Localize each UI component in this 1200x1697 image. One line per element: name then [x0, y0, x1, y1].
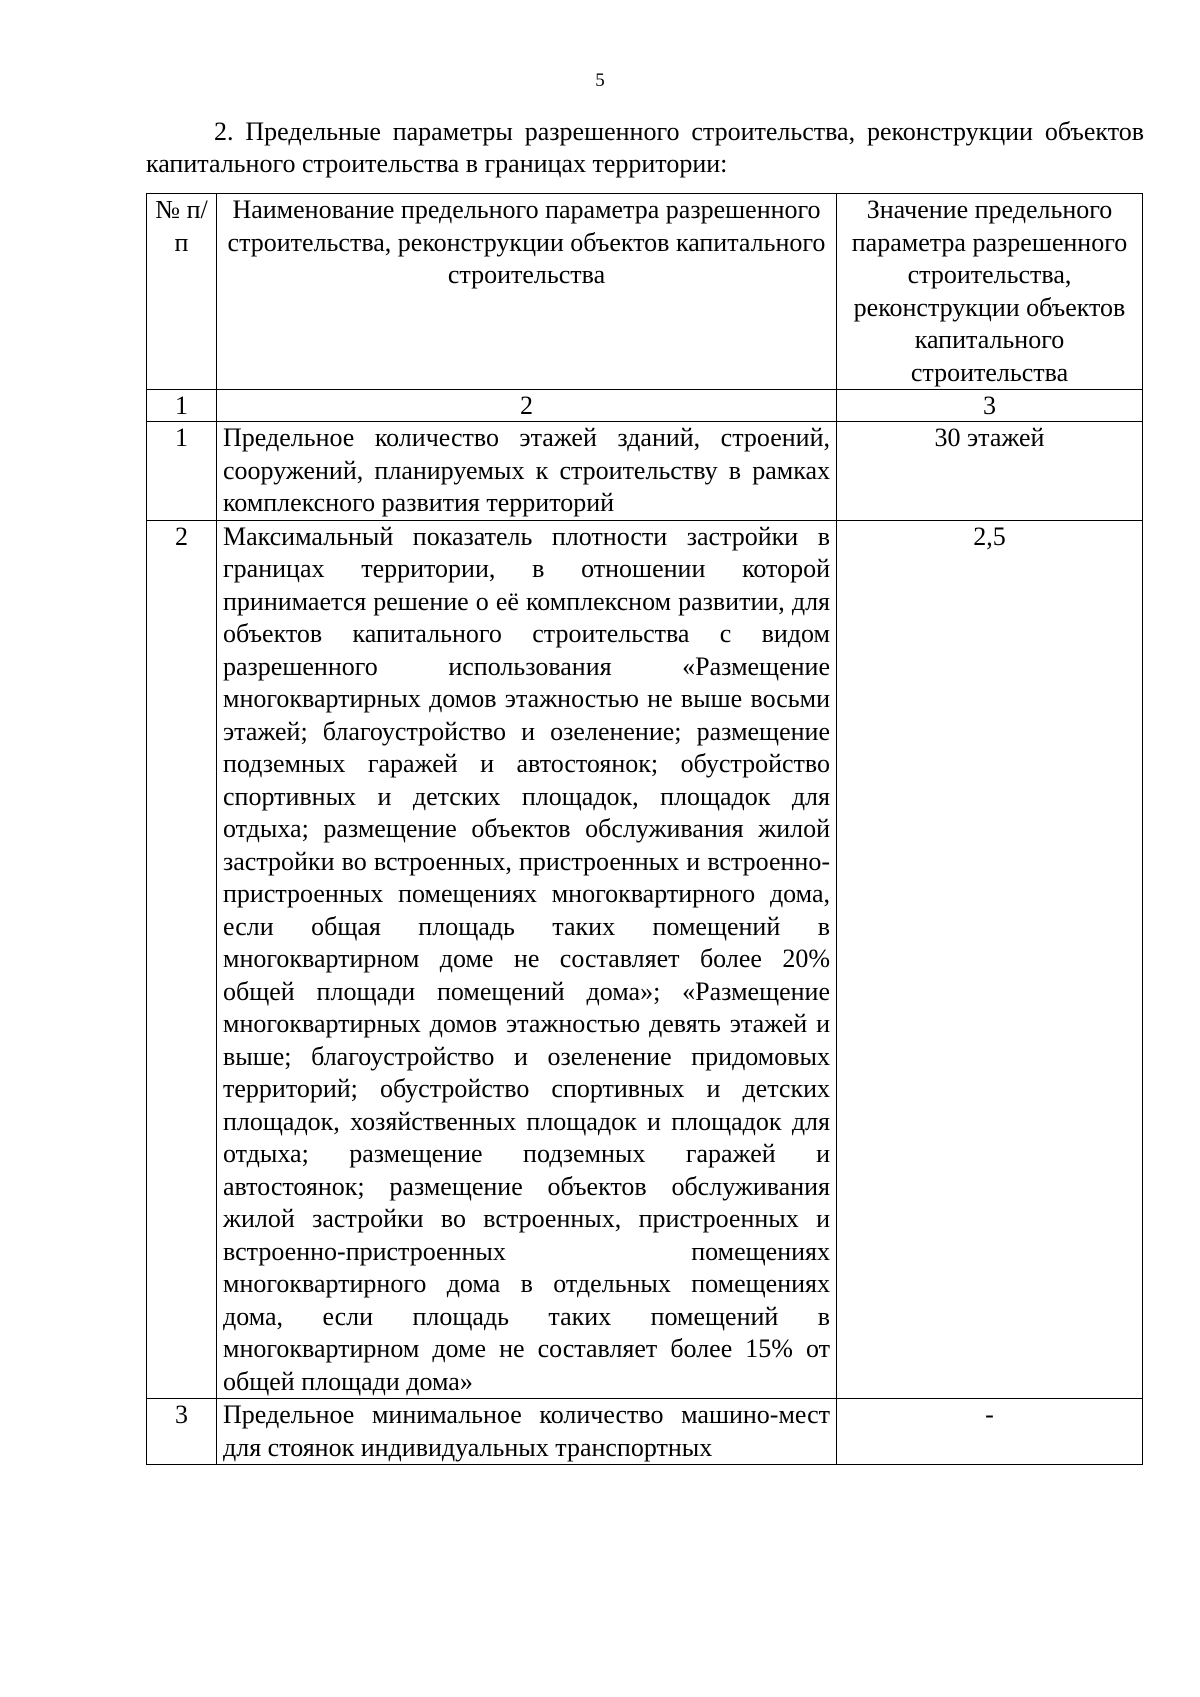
row-parameter-value-cell: 2,5 — [837, 520, 1143, 1399]
column-numbers-row — [147, 390, 1143, 422]
page-number: 5 — [595, 70, 605, 91]
row-parameter-value-cell: - — [837, 1399, 1143, 1465]
section-heading: 2. Предельные параметры разрешенного строительства, реконструкции объектов капитального строительства в границах территории: — [146, 117, 1144, 178]
row-number-cell: 1 — [147, 422, 217, 521]
header-parameter-name-cell: Наименование предельного параметра разрешенного строительства, реконструкции объектов капитального строительства — [217, 194, 837, 390]
table-header-row — [147, 194, 1143, 390]
row-number-cell: 2 — [147, 520, 217, 1399]
row-parameter-name-cell: Максимальный показатель плотности застройки в границах территории, в отношении которой принимается решение о её комплексном развитии, для объектов капитального строительства с видом разрешенного использования «Размещение многоквартирных домов этажностью не выше восьми этажей; благоустройство и озеленение; размещение подземных гаражей и автостоянок; обустройство спортивных и детских площадок, площадок для отдыха; размещение объектов обслуживания жилой застройки во встроенных, пристроенных и встроенно-пристроенных помещениях многоквартирного дома, если общая площадь таких помещений в многоквартирном доме не составляет более 20% общей площади помещений дома»; «Размещение многоквартирных домов этажностью девять этажей и выше; благоустройство и озеленение придомовых территорий; обустройство спортивных и детских площадок, хозяйственных площадок и площадок для отдыха; размещение подземных гаражей и автостоянок; размещение объектов обслуживания жилой застройки во встроенных, пристроенных и встроенно-пристроенных помещениях многоквартирного дома в отдельных помещениях дома, если площадь таких помещений в многоквартирном доме не составляет более 15% от общей площади дома» — [217, 520, 837, 1399]
row-number-cell: 3 — [147, 1399, 217, 1465]
parameters-table — [146, 193, 1143, 1465]
table-row — [147, 520, 1143, 1399]
row-parameter-name-cell: Предельное количество этажей зданий, строений, сооружений, планируемых к строительству в рамках комплексного развития территорий — [217, 422, 837, 521]
row-parameter-name-cell: Предельное минимальное количество машино-мест для стоянок индивидуальных транспортных — [217, 1399, 837, 1465]
table-row — [147, 422, 1143, 521]
row-parameter-value-cell: 30 этажей — [837, 422, 1143, 521]
header-number-cell: № п/п — [147, 194, 217, 390]
column-number-cell: 3 — [837, 390, 1143, 422]
column-number-cell: 2 — [217, 390, 837, 422]
column-number-cell: 1 — [147, 390, 217, 422]
table-row — [147, 1399, 1143, 1465]
header-parameter-value-cell: Значение предельного параметра разрешенного строительства, реконструкции объектов капитального строительства — [837, 194, 1143, 390]
